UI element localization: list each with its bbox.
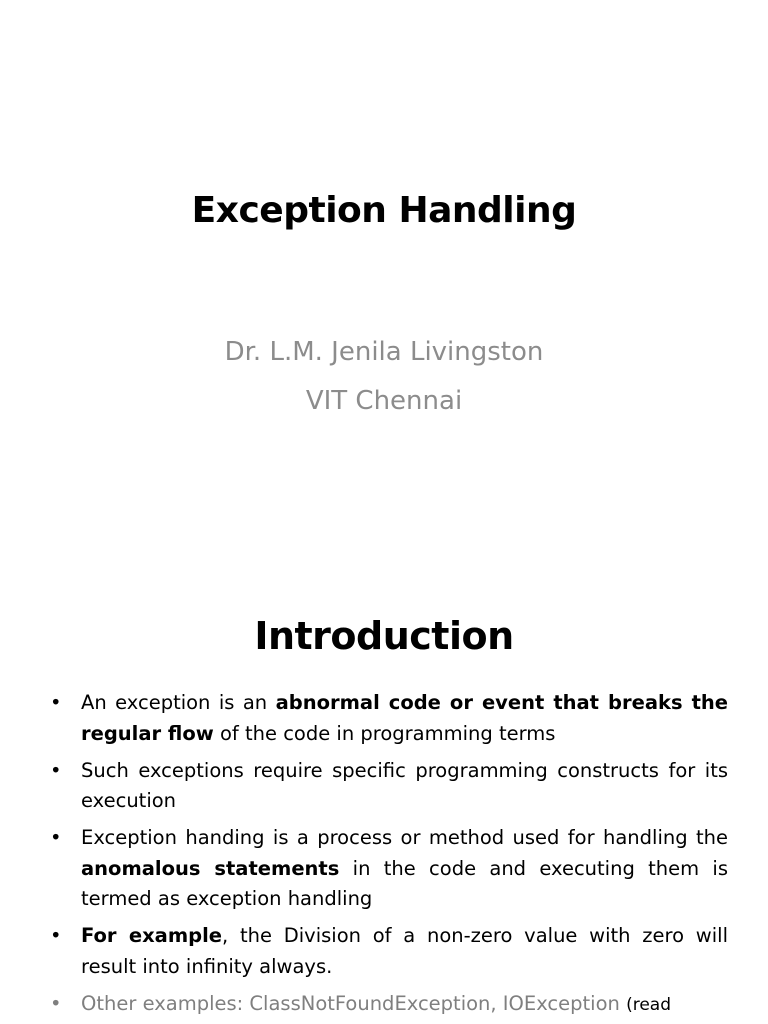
bullet-item xyxy=(50,756,728,817)
slide-title: Introduction xyxy=(254,614,514,658)
bullet-list xyxy=(50,688,728,1024)
bullet-text: (read xyxy=(626,994,671,1015)
introduction-slide xyxy=(0,576,768,1024)
bullet-bold-text: abnormal code or event that breaks the regular flow xyxy=(81,691,728,745)
bullet-bold-text: For example xyxy=(81,924,223,947)
bullet-icon: • xyxy=(50,826,62,849)
bullet-text: , the Division of a non-zero value with zero will result into infinity always. xyxy=(81,924,728,978)
bullet-icon: • xyxy=(50,924,62,947)
bullet-item xyxy=(50,688,728,749)
bullet-text: An exception is an xyxy=(81,691,276,714)
author-name: Dr. L.M. Jenila Livingston xyxy=(224,337,544,367)
bullet-icon: • xyxy=(50,691,62,714)
bullet-item xyxy=(50,823,728,915)
bullet-text: of the code in programming terms xyxy=(213,721,556,745)
bullet-text: in the code and executing them is termed as exception handling xyxy=(81,856,728,910)
bullet-bold-text: anomalous statements xyxy=(81,856,340,880)
bullet-text: Such exceptions require specific programming constructs for its execution xyxy=(81,758,728,812)
bullet-text: Exception handing is a process or method used for handling the xyxy=(81,826,728,849)
bullet-icon: • xyxy=(50,758,62,782)
bullet-icon: • xyxy=(50,991,62,1015)
bullet-item xyxy=(50,989,728,1021)
institution-name: VIT Chennai xyxy=(305,386,463,416)
slide-title: Exception Handling xyxy=(191,190,577,231)
bullet-item xyxy=(50,921,728,982)
bullet-text: Other examples: ClassNotFoundException, IOException xyxy=(81,991,627,1015)
